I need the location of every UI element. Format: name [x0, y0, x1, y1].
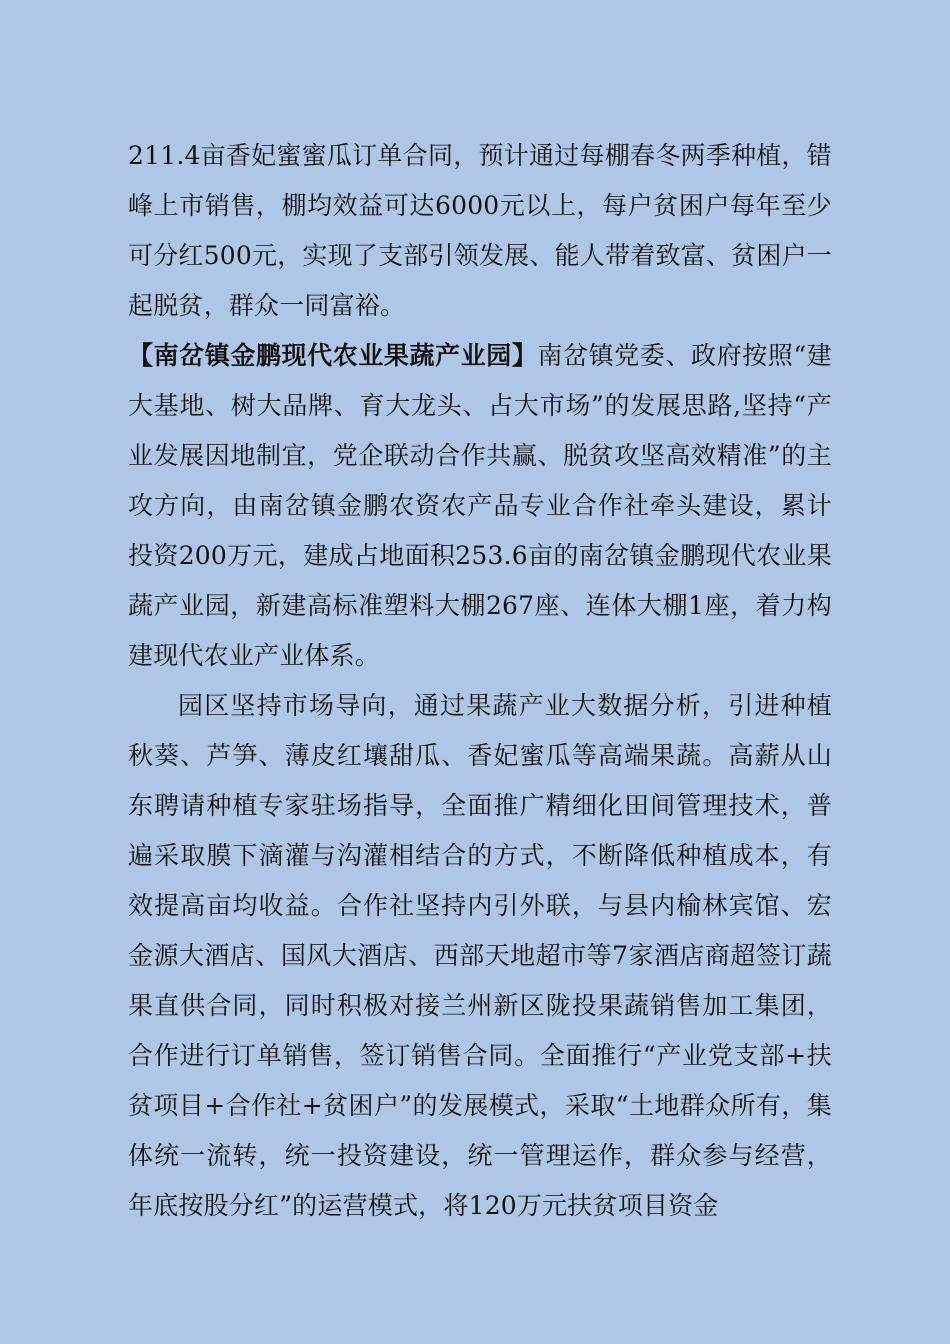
section-heading: 【南岔镇金鹏现代农业果蔬产业园】 — [128, 341, 538, 370]
paragraph-2 — [128, 331, 832, 681]
paragraph-3: 园区坚持市场导向，通过果蔬产业大数据分析，引进种植秋葵、芦笋、薄皮红壤甜瓜、香妃蜜瓜等高端果蔬。高薪从山东聘请种植专家驻场指导，全面推广精细化田间管理技术，普遍采取膜下滴灌与沟灌相结合的方式，不断降低种植成本，有效提高亩均收益。合作社坚持内引外联，与县内榆林宾馆、宏金源大酒店、国风大酒店、西部天地超市等7家酒店商超签订蔬果直供合同，同时积极对接兰州新区陇投果蔬销售加工集团，合作进行订单销售，签订销售合同。全面推行“产业党支部+扶贫项目+合作社+贫困户”的发展模式，采取“土地群众所有，集体统一流转，统一投资建设，统一管理运作，群众参与经营，年底按股分红”的运营模式，将120万元扶贫项目资金 — [128, 691, 832, 1220]
paragraph-1: 211.4亩香妃蜜蜜瓜订单合同，预计通过每棚春冬两季种植，错峰上市销售，棚均效益可达6000元以上，每户贫困户每年至少可分红500元，实现了支部引领发展、能人带着致富、贫困户一起脱贫，群众一同富裕。 — [128, 141, 832, 320]
paragraph-2-body: 南岔镇党委、政府按照“建大基地、树大品牌、育大龙头、占大市场”的发展思路,坚持“产业发展因地制宜，党企联动合作共赢、脱贫攻坚高效精准”的主攻方向，由南岔镇金鹏农资农产品专业合作社牵头建设，累计投资200万元，建成占地面积253.6亩的南岔镇金鹏现代农业果蔬产业园，新建高标准塑料大棚267座、连体大棚1座，着力构建现代农业产业体系。 — [128, 341, 833, 670]
